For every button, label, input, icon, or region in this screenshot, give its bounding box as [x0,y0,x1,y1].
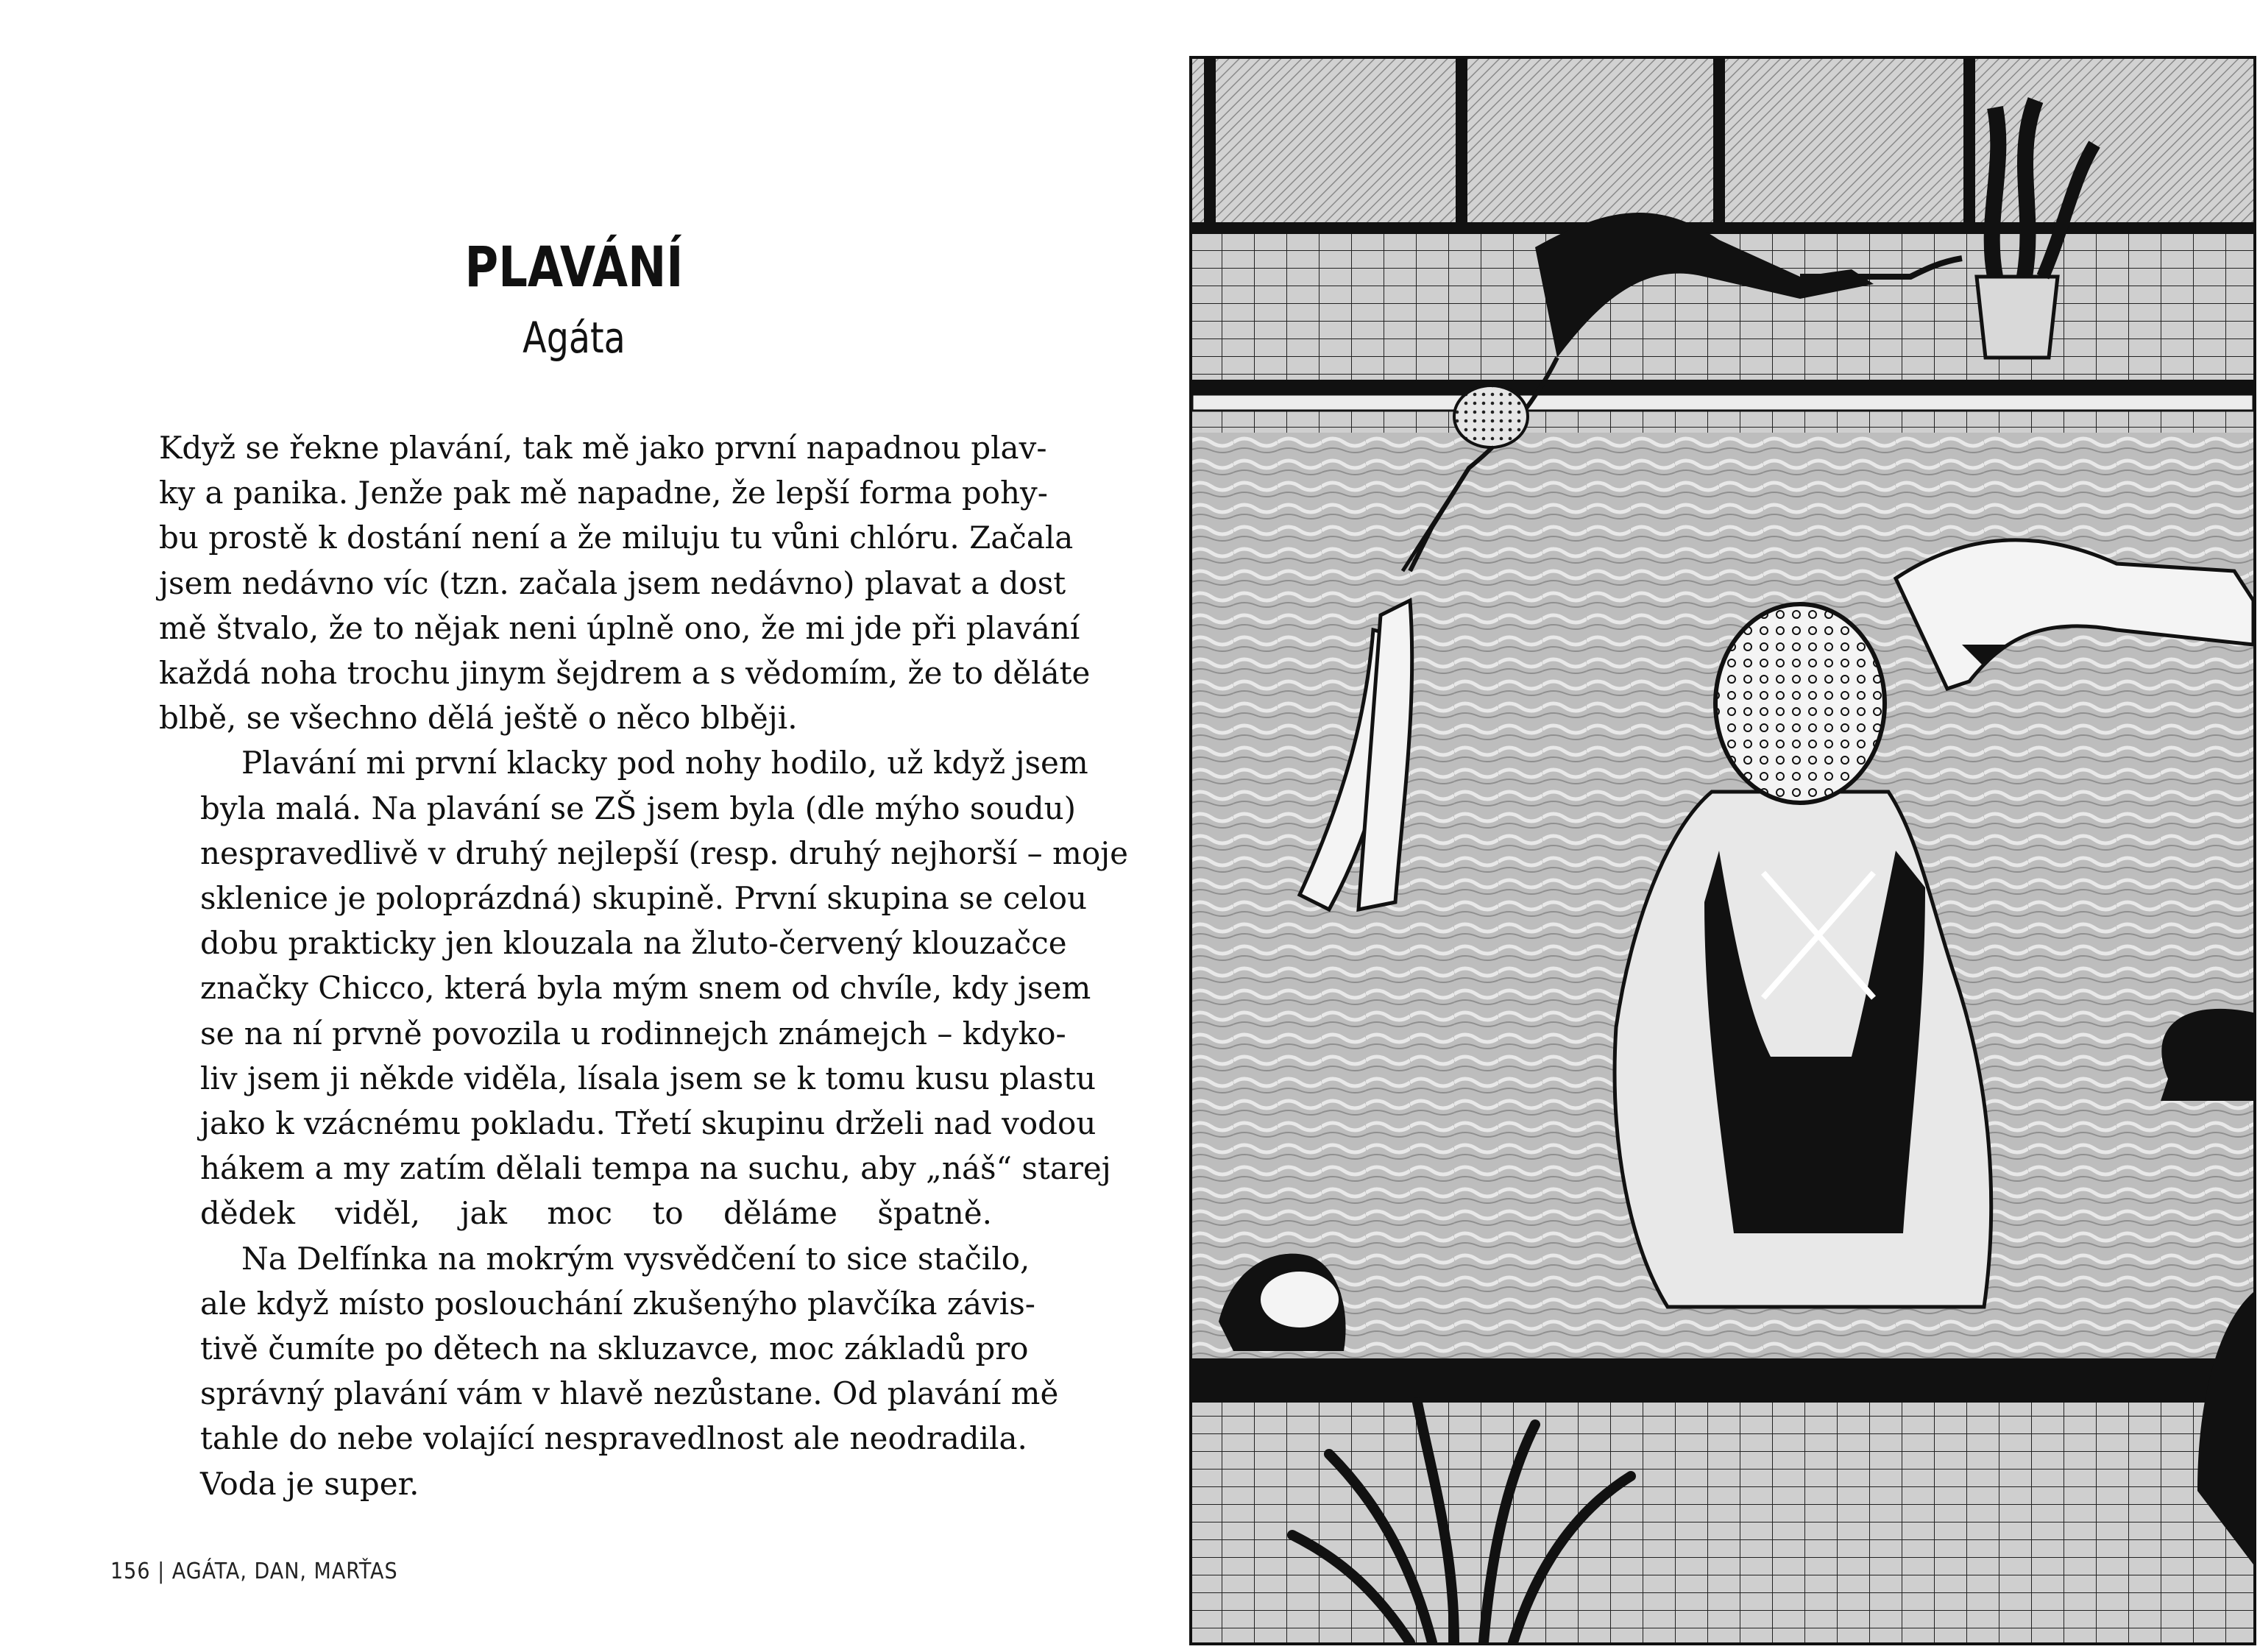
text-line: Na Delfínka na mokrým vysvědčení to sice stačilo, [241,1240,1030,1277]
illustration-page [1130,0,2260,1652]
chapter-title: PLAVÁNÍ [464,234,684,299]
body-text [159,425,1129,1506]
text-line: ky a panika. Jenže pak mě napadne, že lepší forma pohy- [159,475,1048,511]
chapter-author: Agáta [523,313,626,363]
text-line: tivě čumíte po dětech na skluzavce, moc základů pro [200,1330,1029,1367]
lower-pool-deck [1192,1358,2253,1642]
footer-separator: | [157,1559,166,1584]
window-strip [1192,59,2253,228]
text-line: se na ní prvně povozila u rodinnejch známejch – kdyko- [200,1015,1066,1052]
text-line: dědek viděl, jak moc to děláme špatně. [200,1195,992,1232]
text-line: jsem nedávno víc (tzn. začala jsem nedávno) plavat a dost [159,564,1066,601]
text-line: nespravedlivě v druhý nejlepší (resp. druhý nejhorší – moje [200,834,1129,871]
text-line: dobu prakticky jen klouzala na žluto-červený klouzačce [200,925,1067,962]
text-line: blbě, se všechno dělá ještě o něco blběji. [159,700,798,737]
text-line: hákem a my zatím dělali tempa na suchu, aby „náš“ starej [200,1150,1111,1187]
paragraph [159,1236,1059,1506]
paragraph [159,425,1091,740]
text-line: každá noha trochu jinym šejdrem a s vědomím, že to děláte [159,655,1091,692]
dark-head-edge [2161,1009,2253,1101]
text-line: byla malá. Na plavání se ZŠ jsem byla (dle mýho soudu) [200,790,1077,826]
text-line: Voda je super. [200,1465,419,1502]
text-line: tahle do nebe volající nespravedlnost ale neodradila. [200,1420,1027,1457]
text-line: sklenice je poloprázdná) skupině. První skupina se celou [200,880,1088,917]
running-head: AGÁTA, DAN, MARŤAS [171,1559,398,1584]
text-line: správný plavání vám v hlavě nezůstane. Od plavání mě [200,1375,1059,1412]
text-line: Plavání mi první klacky pod nohy hodilo, už když jsem [241,745,1088,781]
text-line: bu prostě k dostání není a že miluju tu vůni chlóru. Začala [159,520,1074,556]
paragraph [159,740,1129,1236]
text-line: liv jsem ji někde viděla, lísala jsem se k tomu kusu plastu [200,1060,1097,1096]
swimming-pool-illustration [1189,56,2256,1645]
text-line: Když se řekne plavání, tak mě jako první napadnou plav- [159,430,1047,466]
text-line: jako k vzácnému pokladu. Třetí skupinu drželi nad vodou [200,1105,1097,1142]
text-line: značky Chicco, která byla mým snem od chvíle, kdy jsem [200,970,1091,1007]
text-line: mě štvalo, že to nějak neni úplně ono, že mi jde při plavání [159,609,1080,646]
text-line: ale když místo poslouchání zkušenýho plavčíka závis- [200,1285,1035,1322]
page-footer [110,1559,398,1584]
page-number: 156 [110,1559,151,1584]
